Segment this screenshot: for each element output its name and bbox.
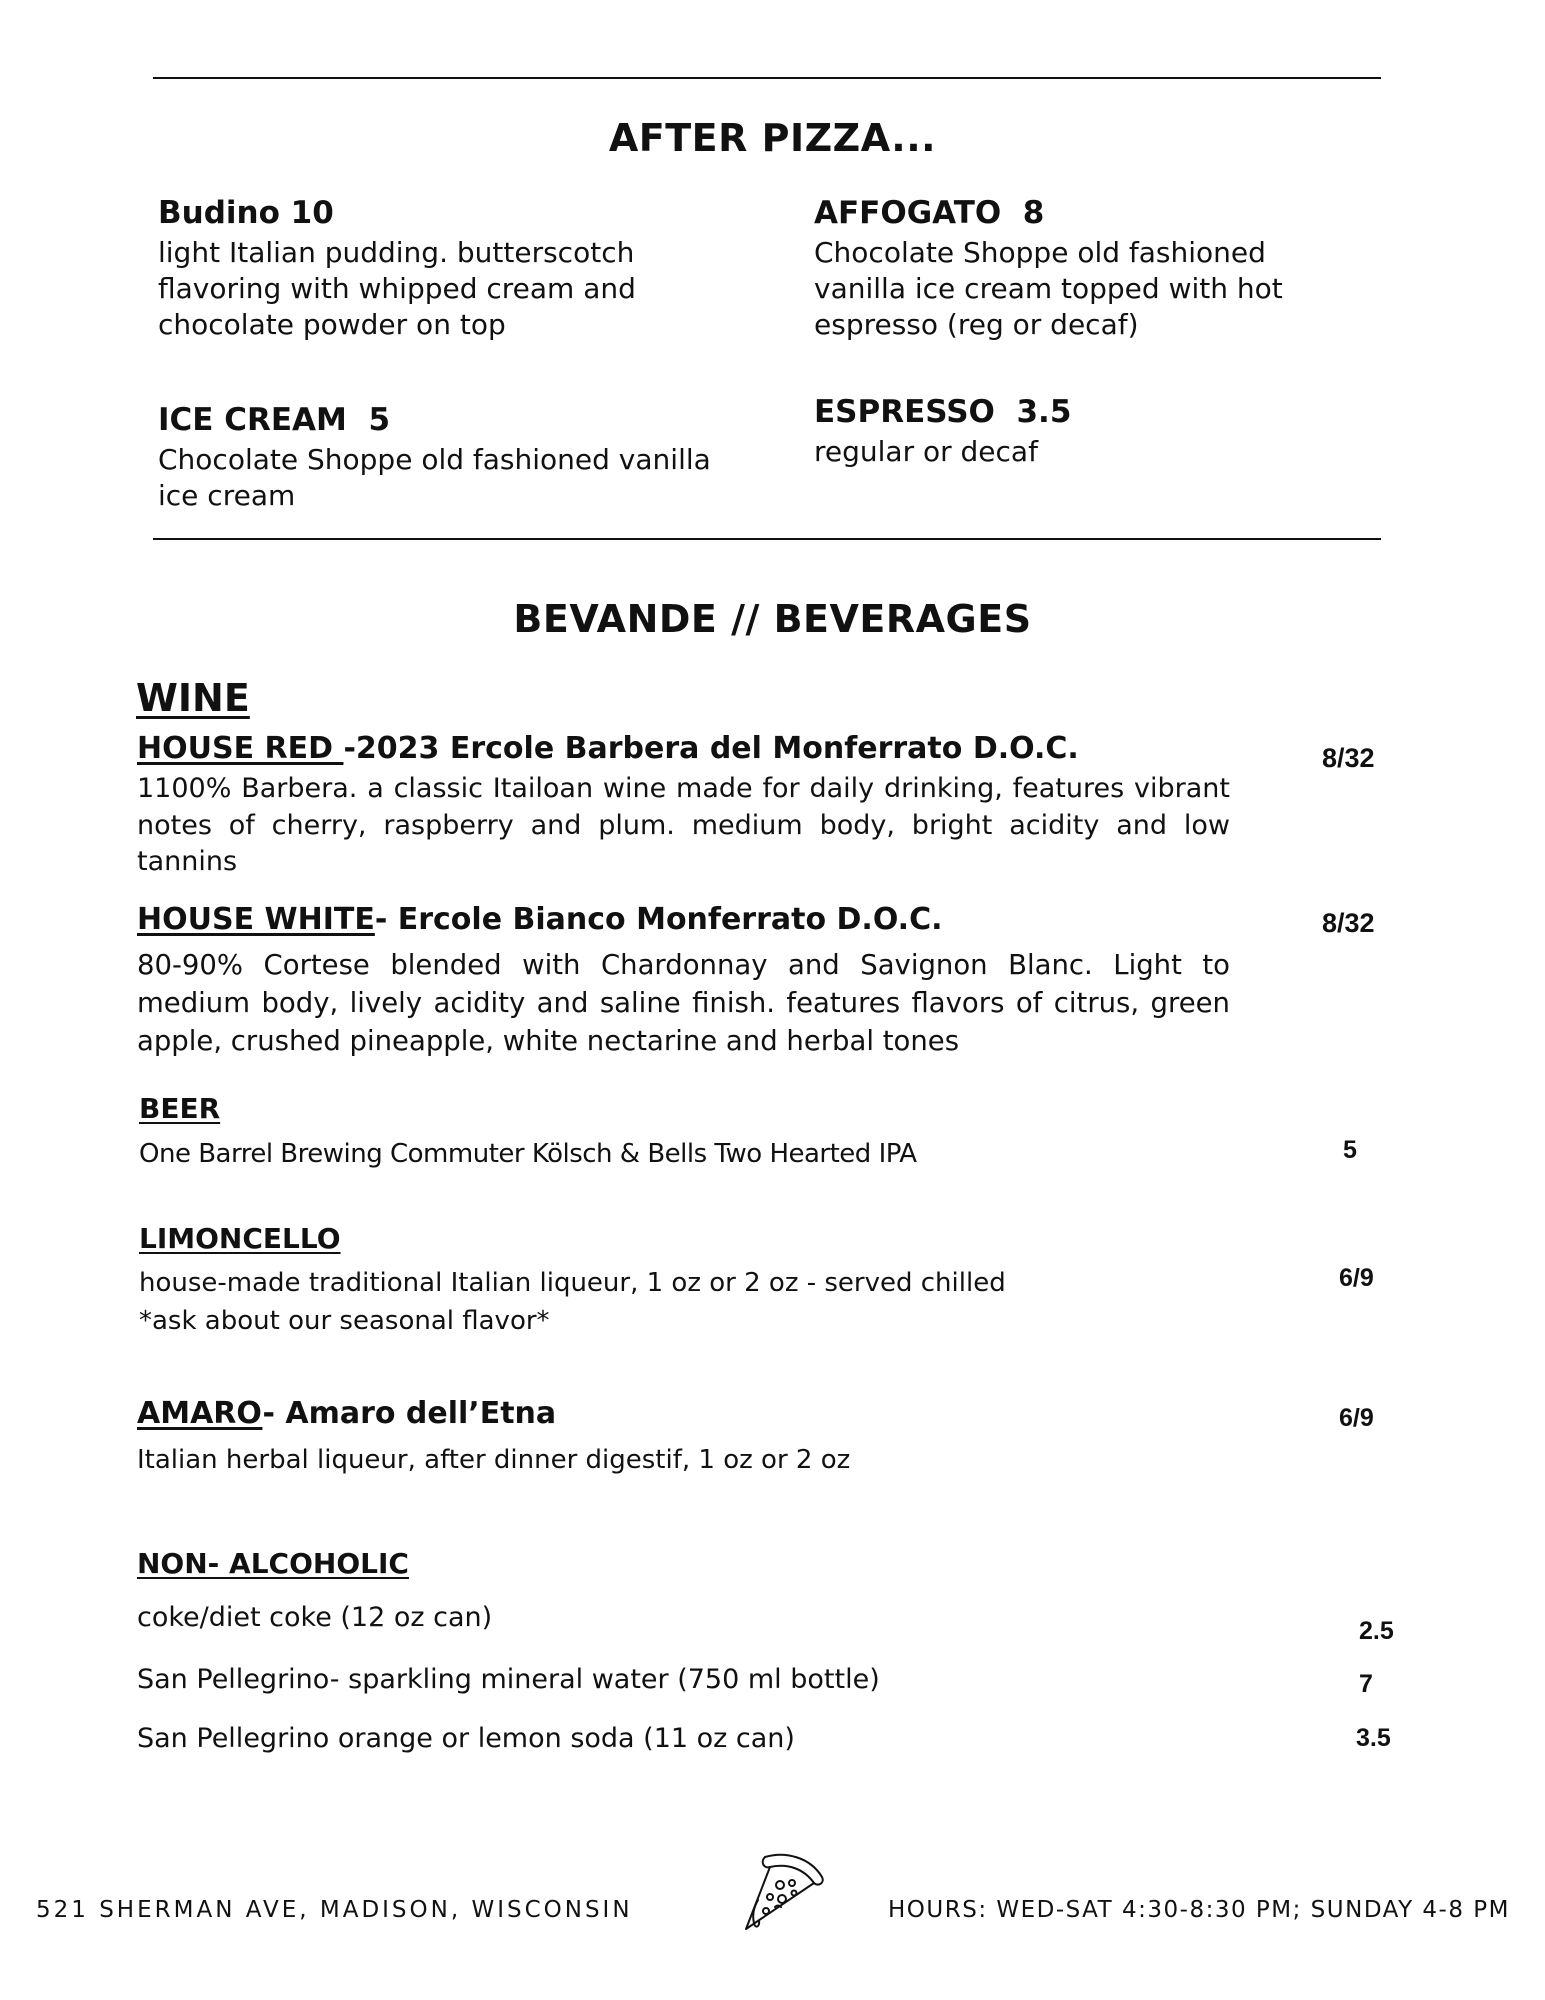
item-description [814,235,1374,343]
limoncello-description: house-made traditional Italian liqueur, 1 oz or 2 oz - served chilled [139,1268,1006,1298]
menu-item-affogato [814,195,1374,343]
item-name: ICE CREAM 5 [158,402,391,438]
amaro-price: 6/9 [1339,1404,1374,1432]
item-description [814,434,1374,470]
description-line: light Italian pudding. butterscotch [158,236,635,269]
na-price-soda: 3.5 [1356,1724,1391,1752]
wine-heading: WINE [136,676,250,720]
item-name: ESPRESSO 3.5 [814,394,1072,430]
house-red-description: 1100% Barbera. a classic Itailoan wine made for daily drinking, features vibrant notes of cherry, raspberry and plum. medium body, bright acidity and low tannins [137,773,1230,877]
amaro-description: Italian herbal liqueur, after dinner digestif, 1 oz or 2 oz [137,1445,851,1475]
limoncello-note: *ask about our seasonal flavor* [139,1306,550,1336]
beer-heading: BEER [139,1092,221,1125]
non-alcoholic-heading: NON- ALCOHOLIC [137,1547,409,1580]
description-line: flavoring with whipped cream and [158,272,636,305]
dessert-section-title: AFTER PIZZA... [608,116,937,160]
menu-item-espresso [814,394,1374,470]
description-line: espresso (reg or decaf) [814,308,1139,341]
house-red-title [137,731,1079,766]
beer-description: One Barrel Brewing Commuter Kölsch & Bells Two Hearted IPA [139,1139,917,1169]
amaro-title [137,1396,556,1431]
house-white-title [137,902,943,937]
house-red-name: -2023 Ercole Barbera del Monferrato D.O.C. [343,731,1079,766]
limoncello-heading: LIMONCELLO [139,1222,341,1255]
na-price-sparkling-water: 7 [1359,1670,1373,1698]
house-white-label: HOUSE WHITE [137,902,375,937]
beverages-section-title: BEVANDE // BEVERAGES [513,597,1032,641]
footer-address: 521 SHERMAN AVE, MADISON, WISCONSIN [36,1897,633,1923]
na-item-sparkling-water: San Pellegrino- sparkling mineral water (750 ml bottle) [137,1664,880,1695]
pizza-slice-svg [730,1845,830,1945]
na-item-soda: San Pellegrino orange or lemon soda (11 oz can) [137,1723,795,1754]
na-price-coke: 2.5 [1359,1617,1394,1645]
house-red-price: 8/32 [1322,743,1375,773]
menu-item-budino [158,195,718,343]
item-description [158,235,718,343]
na-item-coke: coke/diet coke (12 oz can) [137,1602,493,1633]
house-red-label: HOUSE RED [137,731,344,766]
amaro-label: AMARO [137,1396,263,1431]
item-name: AFFOGATO 8 [814,195,1045,231]
top-divider [153,77,1381,79]
item-description [158,442,758,514]
menu-item-ice-cream [158,402,758,514]
house-white-name: - Ercole Bianco Monferrato D.O.C. [374,902,943,937]
footer-hours: HOURS: WED-SAT 4:30-8:30 PM; SUNDAY 4-8 PM [888,1897,1511,1923]
middle-divider [153,538,1381,540]
description-line: Chocolate Shoppe old fashioned vanilla [158,443,711,476]
house-white-price: 8/32 [1322,908,1375,938]
description-line: vanilla ice cream topped with hot [814,272,1283,305]
limoncello-price: 6/9 [1339,1264,1374,1292]
item-name: Budino 10 [158,195,334,231]
description-line: chocolate powder on top [158,308,506,341]
beer-price: 5 [1343,1136,1357,1164]
amaro-name: - Amaro dell’Etna [262,1396,557,1431]
house-white-description: 80-90% Cortese blended with Chardonnay and Savignon Blanc. Light to medium body, lively acidity and saline finish. features flavors of citrus, green apple, crushed pineapple, white nectarine and herbal tones [137,949,1230,1057]
description-line: Chocolate Shoppe old fashioned [814,236,1266,269]
description-line: regular or decaf [814,435,1038,468]
description-line: ice cream [158,479,296,512]
pizza-slice-icon [730,1845,830,1945]
